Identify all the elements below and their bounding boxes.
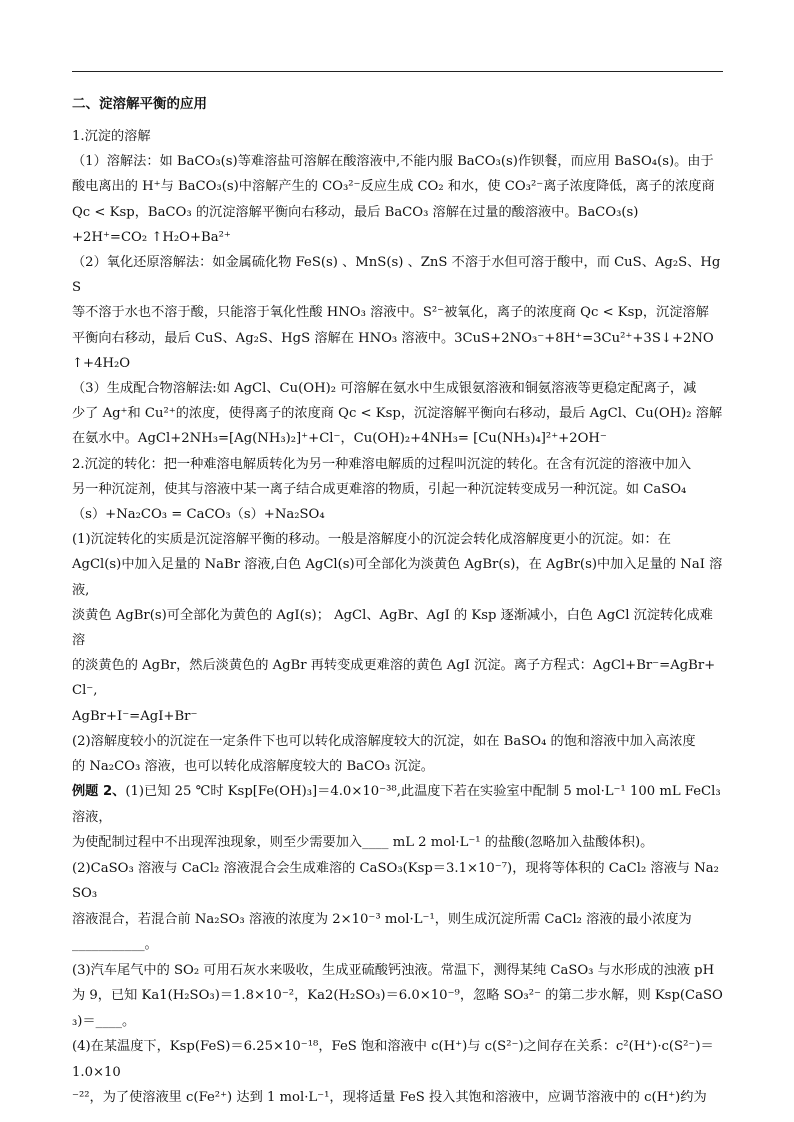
- text-line: 酸电离出的 H⁺与 BaCO₃(s)中溶解产生的 CO₃²⁻反应生成 CO₂ 和水，使 CO₃²⁻离子浓度降低，离子的浓度商: [72, 179, 715, 195]
- example-line: ⁻²²，为了使溶液里 c(Fe²⁺) 达到 1 mol·L⁻¹，现将适量 FeS 投入其饱和溶液中，应调节溶液中的 c(H⁺)约为: [72, 1090, 707, 1106]
- text-line: 淡黄色 AgBr(s)可全部化为黄色的 AgI(s)； AgCl、AgBr、AgI 的 Ksp 逐渐减小，白色 AgCl 沉淀转化成难溶: [72, 607, 713, 649]
- text-line: 在氨水中。AgCl+2NH₃=[Ag(NH₃)₂]⁺+Cl⁻，Cu(OH)₂+4NH₃= [Cu(NH₃)₄]²⁺+2OH⁻: [72, 431, 607, 447]
- text-line: 1.沉淀的溶解: [72, 129, 151, 144]
- text-line: 的淡黄色的 AgBr，然后淡黄色的 AgBr 再转变成更难溶的黄色 AgI 沉淀。离子方程式：AgCl+Br⁻=AgBr+Cl⁻,: [72, 658, 716, 699]
- text-line: 的 Na₂CO₃ 溶液，也可以转化成溶解度较大的 BaCO₃ 沉淀。: [72, 759, 434, 775]
- example-label: 例题 2、: [72, 784, 126, 800]
- example-block: [72, 779, 723, 1111]
- text-line: 2.沉淀的转化：把一种难溶电解质转化为另一种难溶电解质的过程叫沉淀的转化。在含有沉淀的溶液中加入: [72, 456, 692, 472]
- text-line: Qc < Ksp，BaCO₃ 的沉淀溶解平衡向右移动，最后 BaCO₃ 溶解在过量的酸溶液中。BaCO₃(s): [72, 204, 639, 220]
- example-line: 为使配制过程中不出现浑浊现象，则至少需要加入____ mL 2 mol·L⁻¹ 的盐酸(忽略加入盐酸体积)。: [72, 835, 654, 851]
- example-text: (1)已知 25 ℃时 Ksp[Fe(OH)₃]＝4.0×10⁻³⁸,此温度下若在实验室中配制 5 mol·L⁻¹ 100 mL FeCl₃ 溶液，: [72, 784, 721, 825]
- text-line: 等不溶于水也不溶于酸，只能溶于氧化性酸 HNO₃ 溶液中。S²⁻被氧化，离子的浓度商 Qc < Ksp，沉淀溶解: [72, 305, 709, 321]
- text-line: AgCl(s)中加入足量的 NaBr 溶液,白色 AgCl(s)可全部化为淡黄色 AgBr(s)，在 AgBr(s)中加入足量的 NaI 溶液,: [72, 557, 723, 598]
- text-line: 少了 Ag⁺和 Cu²⁺的浓度，使得离子的浓度商 Qc < Ksp，沉淀溶解平衡向右移动，最后 AgCl、Cu(OH)₂ 溶解: [72, 406, 723, 422]
- text-line: (1)沉淀转化的实质是沉淀溶解平衡的移动。一般是溶解度小的沉淀会转化成溶解度更小的沉淀。如：在: [72, 532, 671, 548]
- text-line: （3）生成配合物溶解法:如 AgCl、Cu(OH)₂ 可溶解在氨水中生成银氨溶液和铜氨溶液等更稳定配离子，减: [72, 381, 697, 397]
- example-line: (3)汽车尾气中的 SO₂ 可用石灰水来吸收，生成亚硫酸钙浊液。常温下，测得某纯 CaSO₃ 与水形成的浊液 pH: [72, 962, 715, 978]
- text-line: （s）+Na₂CO₃ = CaCO₃（s）+Na₂SO₄: [72, 507, 325, 523]
- text-line: （1）溶解法：如 BaCO₃(s)等难溶盐可溶解在酸溶液中,不能内服 BaCO₃(s)作钡餐，而应用 BaSO₄(s)。由于: [72, 154, 714, 170]
- example-line: (4)在某温度下，Ksp(FeS)＝6.25×10⁻¹⁸，FeS 饱和溶液中 c(H⁺)与 c(S²⁻)之间存在关系：c²(H⁺)·c(S²⁻)＝1.0×10: [72, 1039, 714, 1080]
- text-line: 平衡向右移动，最后 CuS、Ag₂S、HgS 溶解在 HNO₃ 溶液中。3CuS+2NO₃⁻+8H⁺=3Cu²⁺+3S↓+2NO↑+4H₂O: [72, 330, 714, 371]
- page-body: [72, 92, 723, 1111]
- text-line: (2)溶解度较小的沉淀在一定条件下也可以转化成溶解度较大的沉淀，如在 BaSO₄ 的饱和溶液中加入高浓度: [72, 733, 696, 749]
- text-line: AgBr+I⁻=AgI+Br⁻: [72, 708, 198, 724]
- section-title: 二、淀溶解平衡的应用: [72, 96, 207, 112]
- body-text: [72, 124, 723, 779]
- text-line: （2）氧化还原溶解法：如金属硫化物 FeS(s) 、MnS(s) 、ZnS 不溶于水但可溶于酸中，而 CuS、Ag₂S、HgS: [72, 255, 721, 296]
- example-line: [72, 779, 723, 830]
- header-rule: [72, 71, 723, 72]
- example-line: ___________。: [72, 937, 158, 953]
- text-line: 另一种沉淀剂，使其与溶液中某一离子结合成更难溶的物质，引起一种沉淀转变成另一种沉淀。如 CaSO₄: [72, 481, 687, 497]
- example-line: 溶液混合，若混合前 Na₂SO₃ 溶液的浓度为 2×10⁻³ mol·L⁻¹，则生成沉淀所需 CaCl₂ 溶液的最小浓度为: [72, 911, 692, 927]
- example-line: 为 9，已知 Ka1(H₂SO₃)＝1.8×10⁻²，Ka2(H₂SO₃)＝6.0×10⁻⁹，忽略 SO₃²⁻ 的第二步水解，则 Ksp(CaSO₃)＝____。: [72, 988, 723, 1029]
- text-line: +2H⁺=CO₂ ↑H₂O+Ba²⁺: [72, 229, 231, 245]
- example-line: (2)CaSO₃ 溶液与 CaCl₂ 溶液混合会生成难溶的 CaSO₃(Ksp＝3.1×10⁻⁷)，现将等体积的 CaCl₂ 溶液与 Na₂SO₃: [72, 860, 719, 902]
